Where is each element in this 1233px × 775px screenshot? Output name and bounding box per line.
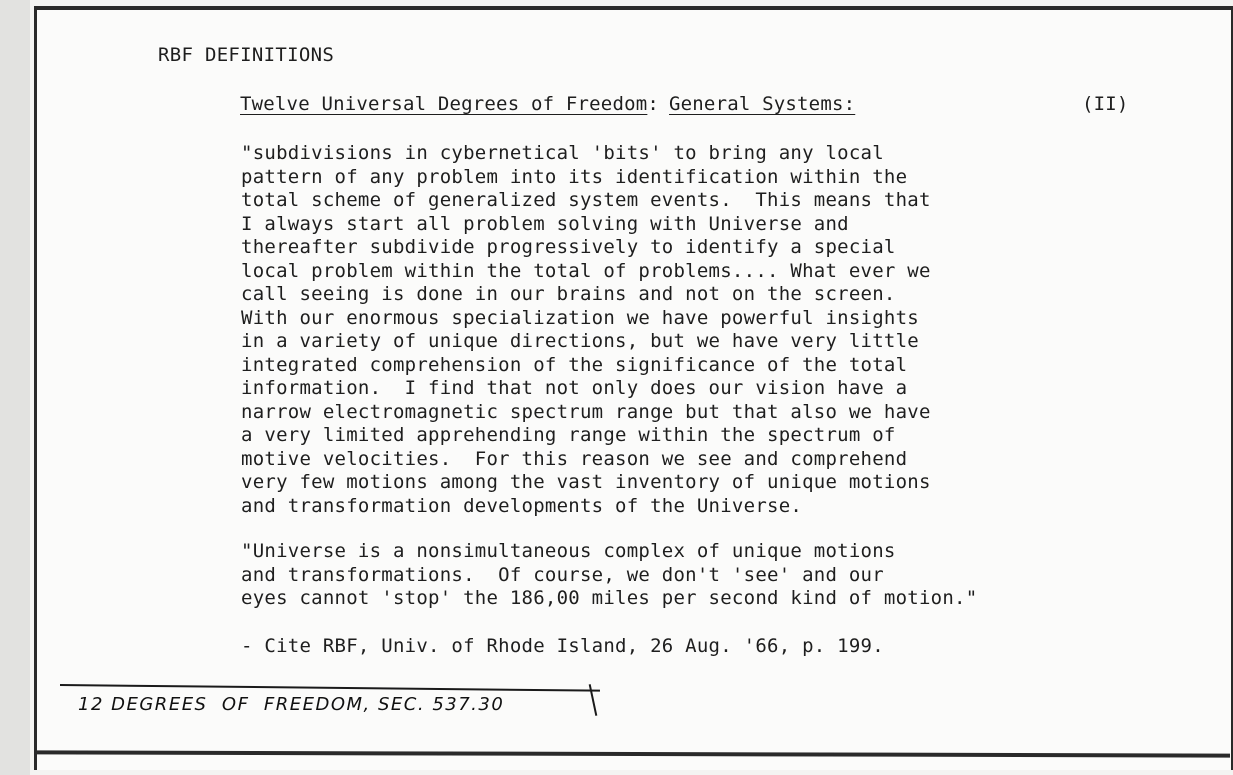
entry-title-main: Twelve Universal Degrees of Freedom [240, 93, 648, 115]
quote-line: and transformation developments of the Universe. [241, 494, 803, 517]
entry-title-colon: : [647, 93, 660, 115]
quote-line: and transformations. Of course, we don't 'see' and our [241, 563, 884, 586]
citation: - Cite RBF, Univ. of Rhode Island, 26 Aug. '66, p. 199. [241, 635, 884, 657]
quote-line: motive velocities. For this reason we see and comprehend [241, 447, 908, 470]
quote-line: narrow electromagnetic spectrum range but that also we have [241, 400, 931, 423]
quote-line: thereafter subdivide progressively to identify a special [241, 236, 896, 258]
quote-line: total scheme of generalized system events. This means that [241, 189, 931, 211]
page-left-margin [0, 0, 30, 775]
quote-line: integrated comprehension of the significance of the total [241, 353, 908, 376]
entry-roman-numeral: (II) [1082, 93, 1129, 115]
handwritten-note: 12 DEGREES OF FREEDOM, SEC. 537.30 [78, 694, 505, 715]
quote-line: in a variety of unique directions, but we have very little [241, 330, 919, 352]
quote-line: With our enormous specialization we have powerful insights [241, 306, 919, 329]
entry-title-category: General Systems: [669, 93, 856, 115]
quote-line: information. I find that not only does our vision have a [241, 377, 908, 399]
quote-line: pattern of any problem into its identification within the [241, 165, 908, 188]
quote-line: call seeing is done in our brains and not on the screen. [241, 283, 896, 305]
card-heading: RBF DEFINITIONS [158, 44, 335, 66]
quote-line: eyes cannot 'stop' the 186,00 miles per second kind of motion." [241, 587, 978, 609]
entry-title [240, 93, 1140, 115]
quote-line: "subdivisions in cybernetical 'bits' to bring any local [241, 142, 884, 164]
quote-line: I always start all problem solving with Universe and [241, 212, 849, 235]
quote-paragraph-2 [241, 540, 1141, 611]
quote-paragraph-1 [241, 142, 1141, 518]
quote-line: a very limited apprehending range within the spectrum of [241, 424, 896, 446]
quote-line: very few motions among the vast inventory of unique motions [241, 471, 931, 493]
quote-line: "Universe is a nonsimultaneous complex of unique motions [241, 540, 896, 562]
quote-line: local problem within the total of problems.... What ever we [241, 259, 931, 282]
